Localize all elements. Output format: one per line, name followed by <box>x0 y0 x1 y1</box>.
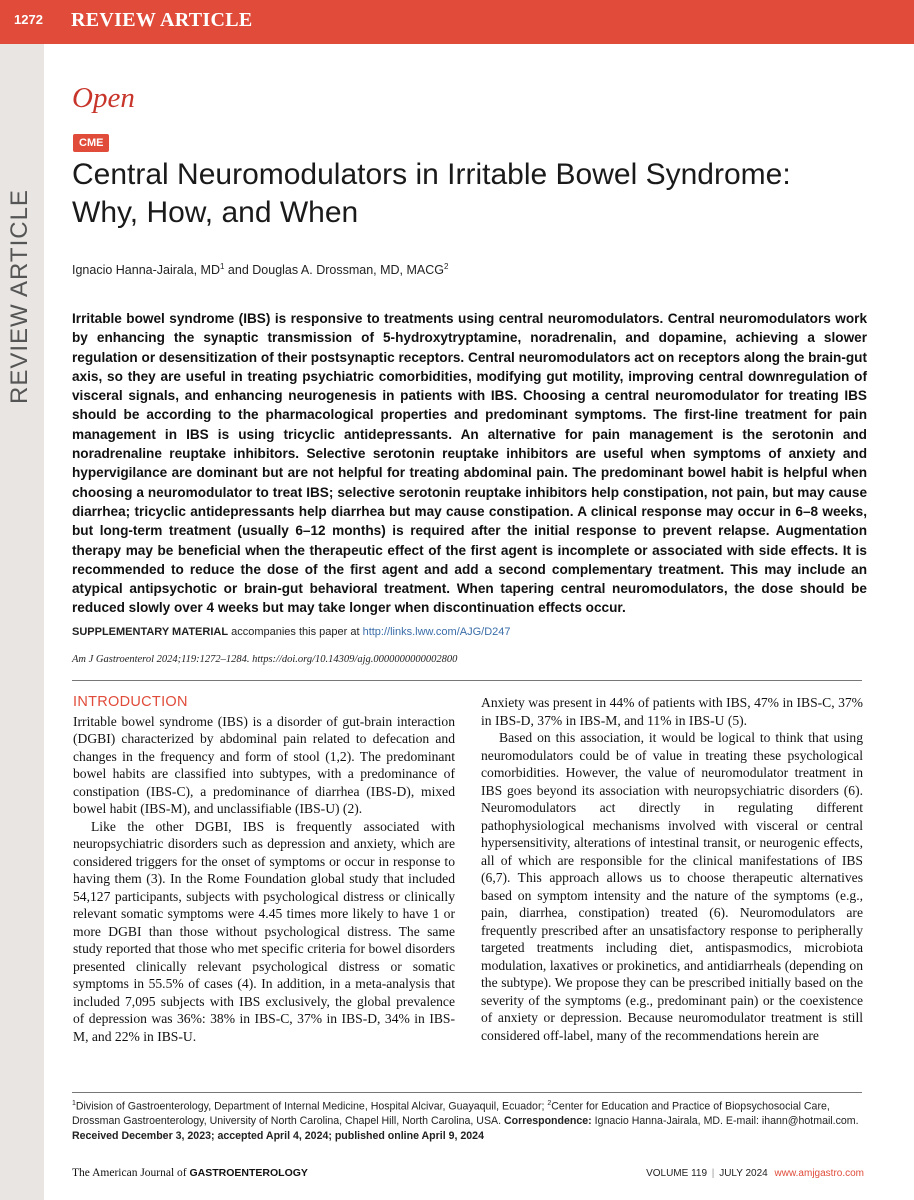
author-list <box>72 262 448 277</box>
paragraph: Like the other DGBI, IBS is frequently associated with neuropsychiatric disorders such as depression and anxiety, which are considered triggers for the onset of symptoms or occur in response to having them (3). In the Rome Foundation global study that included 54,127 participants, subjects with psychological distress or clinically relevant somatic symptoms were 4.45 times more likely to have 1 or more DGBI than those without psychological distress. The same study reported that those who met specific criteria for bowel disorders presented clinically relevant psychological distress or somatic symptoms in 55.5% of cases (4). In addition, in a meta-analysis that included 7,095 subjects with IBS exclusively, the global prevalence of depression was 36%: 38% in IBS-C, 37% in IBS-D, 34% in IBS-M, and 22% in IBS-U. <box>73 818 455 1044</box>
article-title <box>72 156 872 232</box>
supplementary-text: accompanies this paper at <box>228 626 363 638</box>
issue-date: JULY 2024 <box>719 1168 768 1179</box>
cme-badge: CME <box>73 134 109 152</box>
footnote-divider <box>72 1092 862 1093</box>
supplementary-note <box>72 626 511 638</box>
affiliation-1: Division of Gastroenterology, Department of Internal Medicine, Hospital Alcivar, Guayaquil, Ecuador; <box>75 1100 548 1113</box>
footnote-marker-1: 1 <box>72 1100 76 1107</box>
author-1-affiliation: 1 <box>220 262 225 271</box>
author-2-affiliation: 2 <box>443 262 449 271</box>
affiliation-2: Center for Education and Practice of Biopsychosocial Care, Drossman Gastroenterology, University of North Carolina, Chapel Hill, North Carolina, USA. <box>72 1100 830 1128</box>
section-label: REVIEW ARTICLE <box>71 9 253 31</box>
abstract: Irritable bowel syndrome (IBS) is responsive to treatments using central neuromodulators. Central neuromodulators work by enhancing the synaptic transmission of 5-hydroxytryptamine, noradrenalin, and dopamine, achieving a slower regulation or desensitization of their postsynaptic receptors. Central neuromodulators act on receptors along the brain-gut axis, so they are useful in treating psychiatric comorbidities, modifying gut motility, improving central downregulation of visceral signals, and enhancing neurogenesis in patients with IBS. Choosing a central neuromodulator for treating IBS should be according to the pharmacological properties and predominant symptoms. The first-line treatment for pain management in IBS is using tricyclic antidepressants. An alternative for pain management is the serotonin and noradrenaline reuptake inhibitors. Selective serotonin reuptake inhibitors are useful when symptoms of anxiety and hypervigilance are dominant but are not helpful for treating abdominal pain. The predominant bowel habit is helpful when choosing a neuromodulator to treat IBS; selective serotonin reuptake inhibitors help constipation, not pain, but may cause diarrhea; tricyclic antidepressants help diarrhea but may cause constipation. A clinical response may occur in 6–8 weeks, but long-term treatment (usually 6–12 months) is required after the initial response to prevent relapse. Augmentation therapy may be beneficial when the therapeutic effect of the first agent is incomplete or associated with side effects. It is recommended to reduce the dose of the first agent and add a second complementary treatment. This may include an atypical antipsychotic or brain-gut behavioral treatment. When tapering central neuromodulators, the dose should be reduced slowly over 4 weeks but may take longer when discontinuation effects occur. <box>72 311 867 616</box>
author-2: Douglas A. Drossman, MD, MACG <box>252 263 444 278</box>
journal-prefix: The American Journal of <box>72 1167 190 1179</box>
journal-title: GASTROENTEROLOGY <box>189 1167 308 1179</box>
affiliation-footnote <box>72 1097 862 1143</box>
paragraph: Anxiety was present in 44% of patients with IBS, 47% in IBS-C, 37% in IBS-D, 37% in IBS-M, and 11% in IBS-U (5). <box>481 695 863 728</box>
title-line-1: Central Neuromodulators in Irritable Bowel Syndrome: <box>72 158 791 191</box>
title-line-2: Why, How, and When <box>72 196 359 229</box>
volume-info <box>646 1168 864 1179</box>
citation-line: Am J Gastroenterol 2024;119:1272–1284. https://doi.org/10.14309/ajg.0000000000002800 <box>72 654 458 665</box>
author-1: Ignacio Hanna-Jairala, MD <box>72 263 220 278</box>
author-conjunction: and <box>224 263 253 278</box>
body-column-left <box>73 694 455 1045</box>
footnote-marker-2: 2 <box>547 1100 552 1107</box>
correspondence-text: Ignacio Hanna-Jairala, MD. E-mail: ihann@hotmail.com. <box>591 1115 859 1128</box>
section-heading: INTRODUCTION <box>73 694 188 710</box>
paragraph: Based on this association, it would be logical to think that using neuromodulators could be of value in treating these psychological comorbidities. However, the value of neuromodulator treatment in IBS goes beyond its association with neuropsychiatric disorders (6). Neuromodulators act directly in regulating different pathophysiological mechanisms involved with visceral or central hypersensitivity, alterations of intestinal transit, or neurogenic effects, all of which are responsible for the clinical manifestations of IBS (6,7). This approach allows us to choose therapeutic alternatives based on symptom intensity and the nature of the symptoms (e.g., pain, diarrhea, constipation) treated (6). Neuromodulators are frequently prescribed after an unsatisfactory response to peripherally targeted treatments including diet, antispasmodics, microbiota modulation, laxatives or prokinetics, and antidiarrheals (depending on the subtype). We propose they can be prescribed initially based on the severity of the symptoms (e.g., predominant pain) or the coexistence of anxiety or depression. Because neuromodulator treatment is still considered off-label, many of the recommendations herein are <box>481 730 863 1043</box>
page-number: 1272 <box>14 12 43 27</box>
correspondence-label: Correspondence: <box>503 1115 592 1128</box>
divider <box>72 680 862 681</box>
body-column-right <box>481 694 863 1044</box>
side-section-label: REVIEW ARTICLE <box>6 189 33 404</box>
publication-dates: Received December 3, 2023; accepted April 4, 2024; published online April 9, 2024 <box>72 1129 484 1142</box>
journal-name <box>72 1167 308 1179</box>
journal-website-link[interactable]: www.amjgastro.com <box>774 1168 864 1179</box>
volume: VOLUME 119 <box>646 1168 708 1179</box>
header-bar <box>0 0 914 44</box>
open-access-label: Open <box>72 82 135 114</box>
supplementary-link[interactable]: http://links.lww.com/AJG/D247 <box>362 626 511 638</box>
paragraph: Irritable bowel syndrome (IBS) is a disorder of gut-brain interaction (DGBI) characterized by abdominal pain related to defecation and changes in the frequency and form of stool (1,2). The predominant bowel habits are classified into subtypes, with a predominance of constipation (IBS-C), a predominance of diarrhea (IBS-D), mixed bowel habit (IBS-M), and unclassifiable (IBS-U) (2). <box>73 713 455 816</box>
side-band <box>0 44 44 1200</box>
separator: | <box>711 1168 715 1179</box>
supplementary-label: SUPPLEMENTARY MATERIAL <box>72 626 229 638</box>
